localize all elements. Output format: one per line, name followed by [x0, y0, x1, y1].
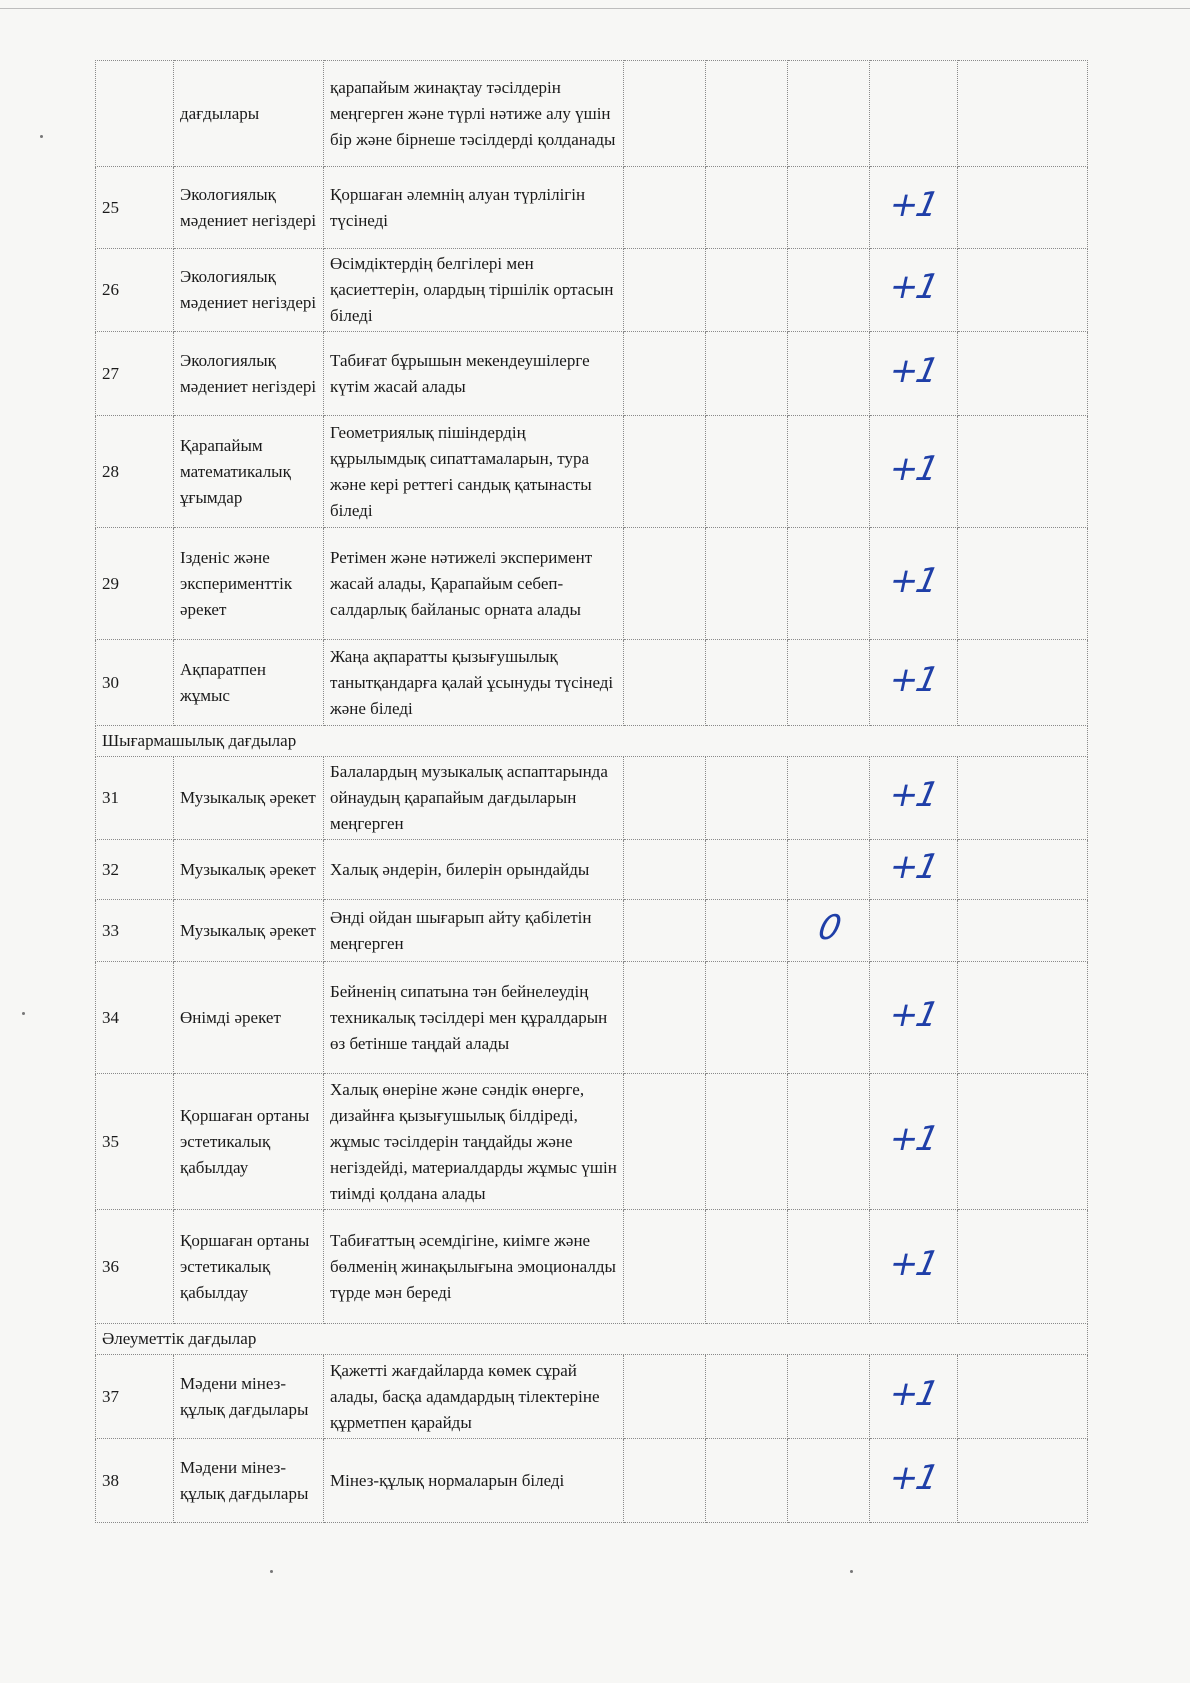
table-row [96, 900, 1088, 962]
skill-area: Ізденіс және эксперименттік әрекет [174, 528, 324, 640]
skill-description: Қажетті жағдайларда көмек сұрай алады, басқа адамдардың тілектеріне құрметпен қарайды [324, 1355, 624, 1439]
table-row [96, 416, 1088, 528]
score-cell [624, 840, 706, 900]
table-row [96, 528, 1088, 640]
score-cell [870, 249, 958, 332]
score-cell [706, 1210, 788, 1324]
score-cell [788, 249, 870, 332]
table-row [96, 962, 1088, 1074]
score-cell [788, 1074, 870, 1210]
table-row [96, 332, 1088, 416]
score-cell [870, 1074, 958, 1210]
score-cell [958, 167, 1088, 249]
handwritten-plus-one: +1 [886, 267, 941, 307]
score-cell [958, 900, 1088, 962]
skill-area: Қоршаған ортаны эстетикалық қабылдау [174, 1074, 324, 1210]
score-cell [870, 840, 958, 900]
skill-description: Жаңа ақпаратты қызығушылық танытқандарға қалай ұсынуды түсінеді және біледі [324, 640, 624, 726]
skill-area: Қарапайым математикалық ұғымдар [174, 416, 324, 528]
score-cell [624, 640, 706, 726]
skill-area: Ақпаратпен жұмыс [174, 640, 324, 726]
skill-description: Геометриялық пішіндердің құрылымдық сипаттамаларын, тура және кері реттегі сандық қатынасты біледі [324, 416, 624, 528]
score-cell [624, 249, 706, 332]
skill-description: Қоршаған әлемнің алуан түрлілігін түсінеді [324, 167, 624, 249]
score-cell [870, 167, 958, 249]
score-cell [706, 332, 788, 416]
skill-area: Мәдени мінез-құлық дағдылары [174, 1439, 324, 1523]
row-number: 34 [96, 962, 174, 1074]
row-number: 25 [96, 167, 174, 249]
skill-description: қарапайым жинақтау тәсілдерін меңгерген және түрлі нәтиже алу үшін бір және бірнеше тәсілдерді қолданады [324, 61, 624, 167]
score-cell [958, 1074, 1088, 1210]
score-cell [706, 249, 788, 332]
skill-description: Өсімдіктердің белгілері мен қасиеттерін, олардың тіршілік ортасын біледі [324, 249, 624, 332]
skill-description: Халық әндерін, билерін орындайды [324, 840, 624, 900]
score-cell [788, 962, 870, 1074]
score-cell [958, 416, 1088, 528]
table-row [96, 1439, 1088, 1523]
row-number: 31 [96, 757, 174, 840]
table-row [96, 61, 1088, 167]
score-cell [870, 416, 958, 528]
score-cell [706, 1355, 788, 1439]
score-cell [788, 640, 870, 726]
skill-area: Музыкалық әрекет [174, 840, 324, 900]
score-cell [706, 757, 788, 840]
handwritten-plus-one: +1 [886, 448, 941, 489]
handwritten-plus-one: +1 [886, 350, 941, 391]
table-row [96, 1355, 1088, 1439]
score-cell [788, 528, 870, 640]
skill-area: Музыкалық әрекет [174, 900, 324, 962]
skill-description: Балалардың музыкалық аспаптарында ойнаудың қарапайым дағдыларын меңгерген [324, 757, 624, 840]
score-cell [870, 900, 958, 962]
scan-speck [850, 1570, 853, 1573]
row-number: 37 [96, 1355, 174, 1439]
skill-area: Қоршаған ортаны эстетикалық қабылдау [174, 1210, 324, 1324]
skill-description: Бейненің сипатына тән бейнелеудің техникалық тәсілдері мен құралдарын өз бетінше таңдай алады [324, 962, 624, 1074]
skill-area: Экологиялық мәдениет негіздері [174, 167, 324, 249]
score-cell [706, 416, 788, 528]
score-cell [624, 757, 706, 840]
score-cell [958, 640, 1088, 726]
score-cell [870, 332, 958, 416]
row-number: 26 [96, 249, 174, 332]
row-number: 28 [96, 416, 174, 528]
score-cell [788, 332, 870, 416]
skill-area: Өнімді әрекет [174, 962, 324, 1074]
score-cell [788, 840, 870, 900]
score-cell [624, 962, 706, 1074]
skill-description: Халық өнеріне және сәндік өнерге, дизайнға қызығушылық білдіреді, жұмыс тәсілдерін таңдайды және негіздейді, материалдарды жұмыс үшін тиімді қолдана алады [324, 1074, 624, 1210]
row-number: 33 [96, 900, 174, 962]
section-row [96, 1324, 1088, 1355]
skill-description: Ретімен және нәтижелі эксперимент жасай алады, Қарапайым себеп-салдарлық байланыс орната алады [324, 528, 624, 640]
score-cell [706, 167, 788, 249]
score-cell [706, 61, 788, 167]
handwritten-plus-one: +1 [886, 994, 941, 1035]
skill-description: Табиғат бұрышын мекендеушілерге күтім жасай алады [324, 332, 624, 416]
row-number [96, 61, 174, 167]
table-row [96, 840, 1088, 900]
skill-area: Мәдени мінез-құлық дағдылары [174, 1355, 324, 1439]
handwritten-plus-one: +1 [886, 560, 941, 601]
score-cell [624, 1074, 706, 1210]
handwritten-plus-one: +1 [886, 1373, 941, 1414]
score-cell [706, 1439, 788, 1523]
handwritten-plus-one: +1 [886, 184, 941, 225]
score-cell [788, 757, 870, 840]
table-row [96, 167, 1088, 249]
handwritten-plus-one: +1 [886, 659, 941, 700]
score-cell [958, 528, 1088, 640]
score-cell [958, 757, 1088, 840]
scan-speck [40, 135, 43, 138]
score-cell [958, 840, 1088, 900]
score-cell [958, 249, 1088, 332]
handwritten-plus-one: +1 [886, 775, 941, 815]
score-cell [958, 61, 1088, 167]
row-number: 29 [96, 528, 174, 640]
score-cell [624, 528, 706, 640]
score-cell [870, 1210, 958, 1324]
score-cell [958, 1355, 1088, 1439]
score-cell [788, 416, 870, 528]
score-cell [958, 1439, 1088, 1523]
score-cell [706, 528, 788, 640]
skill-area: Экологиялық мәдениет негіздері [174, 249, 324, 332]
handwritten-plus-one: +1 [886, 1118, 941, 1159]
score-cell [870, 528, 958, 640]
scan-edge-line [0, 8, 1190, 9]
row-number: 27 [96, 332, 174, 416]
skill-area: дағдылары [174, 61, 324, 167]
score-cell [624, 1210, 706, 1324]
score-cell [870, 640, 958, 726]
row-number: 38 [96, 1439, 174, 1523]
score-cell [788, 61, 870, 167]
skill-area: Экологиялық мәдениет негіздері [174, 332, 324, 416]
score-cell [624, 900, 706, 962]
scan-speck [270, 1570, 273, 1573]
score-cell [706, 1074, 788, 1210]
section-heading-social: Әлеуметтік дағдылар [96, 1324, 1088, 1355]
score-cell [624, 416, 706, 528]
section-heading-creative: Шығармашылық дағдылар [96, 726, 1088, 757]
score-cell [624, 332, 706, 416]
skill-description: Мінез-құлық нормаларын біледі [324, 1439, 624, 1523]
assessment-table [95, 60, 1088, 1523]
section-row [96, 726, 1088, 757]
score-cell [624, 1355, 706, 1439]
row-number: 32 [96, 840, 174, 900]
score-cell [706, 640, 788, 726]
score-cell [624, 61, 706, 167]
score-cell [870, 1355, 958, 1439]
score-cell [958, 962, 1088, 1074]
score-cell [706, 840, 788, 900]
row-number: 35 [96, 1074, 174, 1210]
score-cell [788, 1439, 870, 1523]
score-cell [870, 962, 958, 1074]
skill-area: Музыкалық әрекет [174, 757, 324, 840]
table-row [96, 1074, 1088, 1210]
table-row [96, 757, 1088, 840]
score-cell [788, 167, 870, 249]
score-cell [788, 1355, 870, 1439]
skill-description: Табиғаттың әсемдігіне, киімге және бөлменің жинақылығына эмоционалды түрде мән береді [324, 1210, 624, 1324]
row-number: 30 [96, 640, 174, 726]
scan-speck [22, 1012, 25, 1015]
score-cell [788, 900, 870, 962]
score-cell [870, 1439, 958, 1523]
handwritten-zero: 0 [814, 907, 843, 948]
score-cell [624, 167, 706, 249]
score-cell [958, 332, 1088, 416]
score-cell [870, 757, 958, 840]
table-row [96, 1210, 1088, 1324]
handwritten-plus-one: +1 [886, 1457, 941, 1498]
row-number: 36 [96, 1210, 174, 1324]
skill-description: Әнді ойдан шығарып айту қабілетін меңгерген [324, 900, 624, 962]
score-cell [958, 1210, 1088, 1324]
score-cell [706, 962, 788, 1074]
table-row [96, 249, 1088, 332]
score-cell [870, 61, 958, 167]
score-cell [788, 1210, 870, 1324]
score-cell [706, 900, 788, 962]
handwritten-plus-one: +1 [886, 1243, 941, 1284]
handwritten-plus-one: +1 [886, 846, 941, 887]
score-cell [624, 1439, 706, 1523]
table-row [96, 640, 1088, 726]
